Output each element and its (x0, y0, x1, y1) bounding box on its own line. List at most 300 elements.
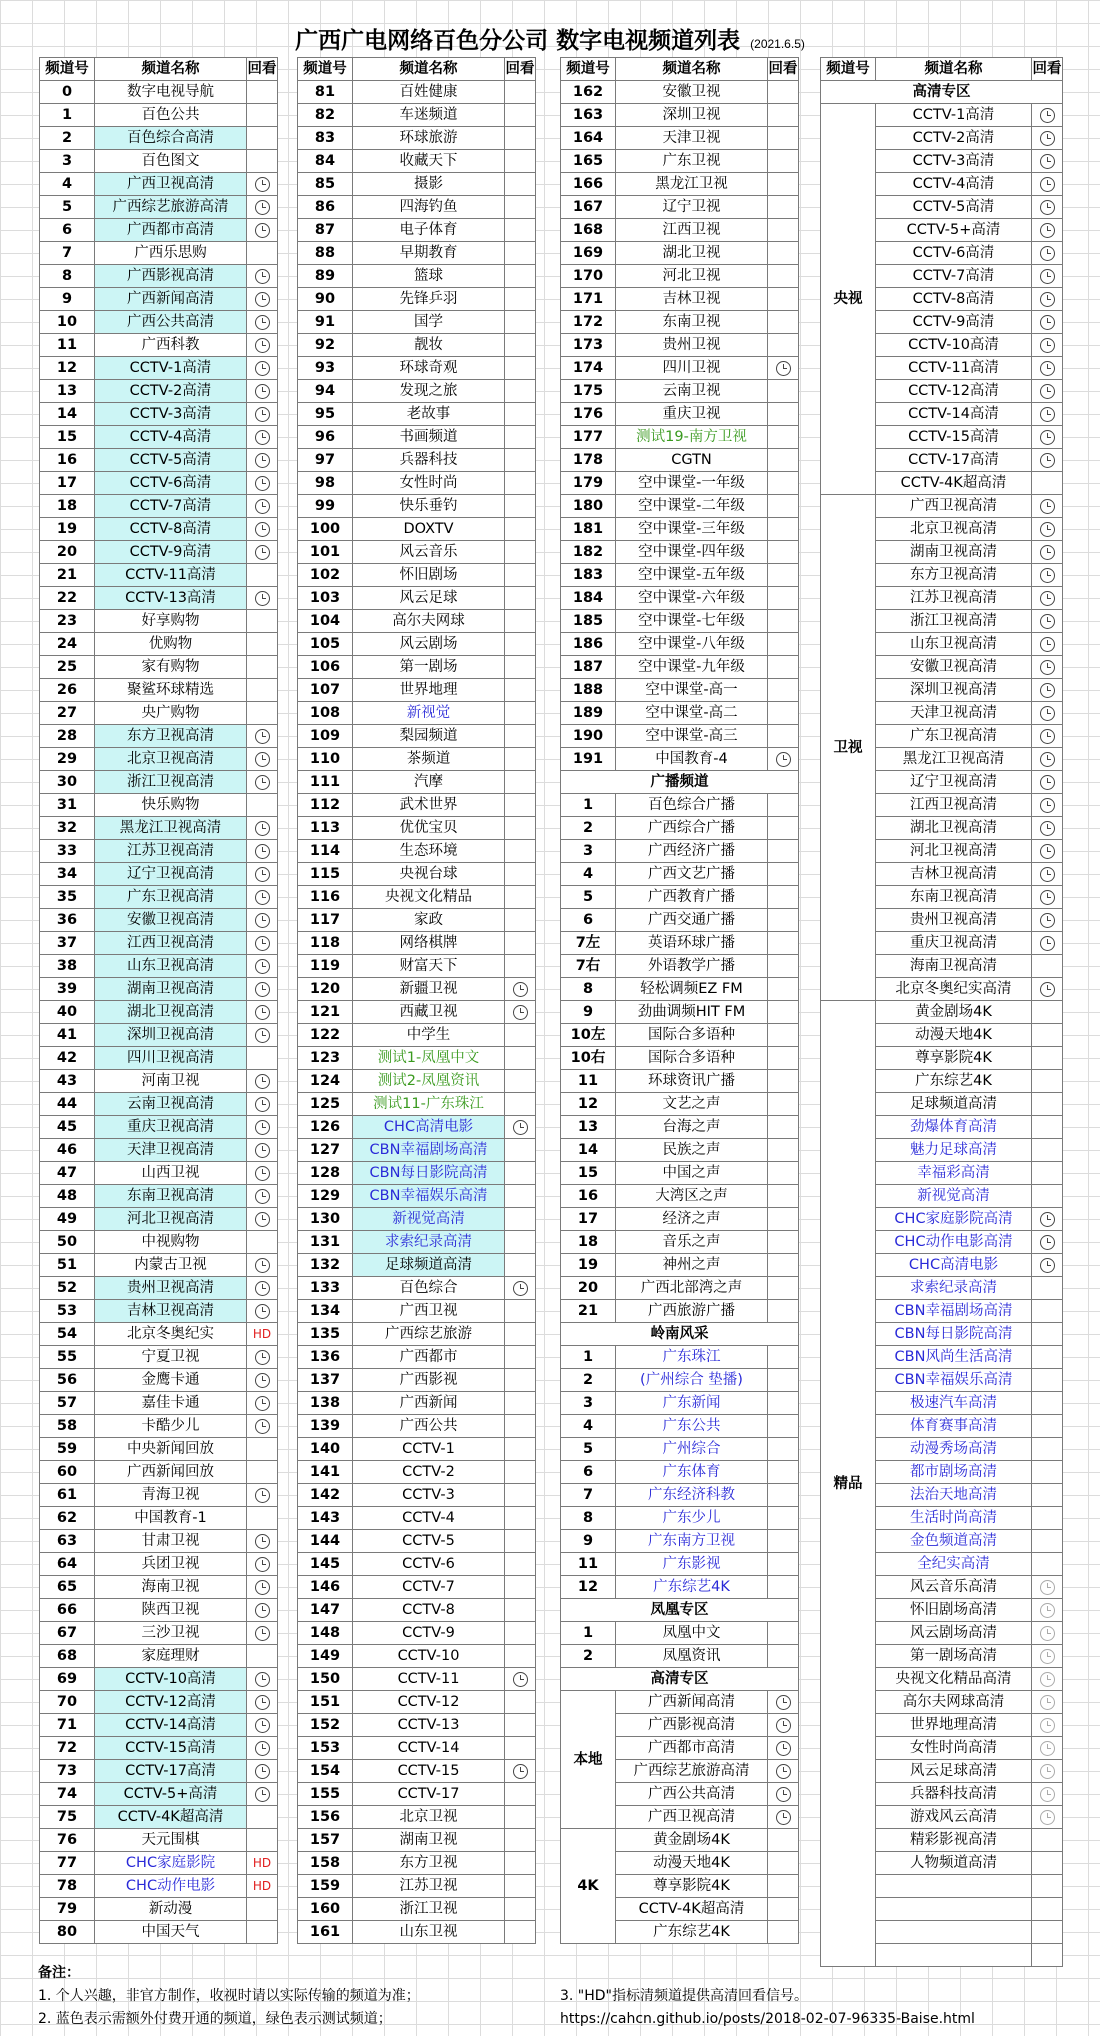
replay-clock-icon (1040, 223, 1055, 238)
channel-number: 1 (40, 104, 95, 127)
source-url[interactable]: https://cahcn.github.io/posts/2018-02-07-96335-Baise.html (560, 2011, 975, 2027)
replay-cell (505, 702, 536, 725)
replay-cell (1032, 794, 1063, 817)
channel-row (40, 1162, 278, 1185)
channel-number: 101 (298, 541, 353, 564)
channel-number: 110 (298, 748, 353, 771)
channel-name: 动漫天地4K (616, 1852, 768, 1875)
replay-clock-icon (255, 1626, 270, 1641)
channel-number: 131 (298, 1231, 353, 1254)
channel-row (298, 1208, 536, 1231)
replay-cell (768, 449, 799, 472)
channel-number: 170 (561, 265, 616, 288)
channel-row (298, 1737, 536, 1760)
channel-row (40, 886, 278, 909)
section-title: 高清专区 (821, 81, 1063, 104)
channel-name: CCTV-1高清 (95, 357, 247, 380)
replay-cell (768, 633, 799, 656)
channel-row (561, 403, 799, 426)
replay-cell (1032, 886, 1063, 909)
channel-row (561, 334, 799, 357)
channel-row (40, 1507, 278, 1530)
channel-row (561, 633, 799, 656)
replay-clock-icon (255, 269, 270, 284)
replay-cell (768, 1553, 799, 1576)
replay-clock-icon (1040, 1695, 1055, 1710)
channel-row (40, 794, 278, 817)
replay-cell (768, 610, 799, 633)
replay-cell (505, 817, 536, 840)
channel-number: 42 (40, 1047, 95, 1070)
channel-row (298, 1783, 536, 1806)
replay-cell (247, 1047, 278, 1070)
channel-name: 吉林卫视高清 (876, 863, 1032, 886)
channel-name: 广东体育 (616, 1461, 768, 1484)
channel-row (561, 1162, 799, 1185)
replay-cell (247, 702, 278, 725)
replay-cell (505, 1806, 536, 1829)
channel-number: 174 (561, 357, 616, 380)
channel-name: 广西旅游广播 (616, 1300, 768, 1323)
channel-name: 家有购物 (95, 656, 247, 679)
replay-clock-icon (513, 1764, 528, 1779)
replay-cell (505, 1024, 536, 1047)
channel-row (40, 1461, 278, 1484)
replay-cell (505, 1898, 536, 1921)
channel-name: 人物频道高清 (876, 1852, 1032, 1875)
channel-number: 107 (298, 679, 353, 702)
channel-number: 100 (298, 518, 353, 541)
channel-row (298, 541, 536, 564)
channel-row (561, 518, 799, 541)
replay-cell (247, 1898, 278, 1921)
channel-row (298, 127, 536, 150)
channel-row (40, 1070, 278, 1093)
channel-name: 北京卫视高清 (95, 748, 247, 771)
replay-cell (247, 357, 278, 380)
replay-clock-icon (255, 867, 270, 882)
channel-row (561, 1001, 799, 1024)
channel-name: 生活时尚高清 (876, 1507, 1032, 1530)
channel-number: 167 (561, 196, 616, 219)
channel-name: 梨园频道 (353, 725, 505, 748)
channel-row (298, 219, 536, 242)
replay-cell (505, 679, 536, 702)
channel-number: 14 (40, 403, 95, 426)
channel-number: 76 (40, 1829, 95, 1852)
replay-cell (247, 794, 278, 817)
replay-cell (505, 81, 536, 104)
replay-cell (768, 679, 799, 702)
replay-cell (768, 1806, 799, 1829)
channel-row (40, 518, 278, 541)
replay-clock-icon (255, 1603, 270, 1618)
channel-name: 书画频道 (353, 426, 505, 449)
replay-cell (1032, 1760, 1063, 1783)
channel-number: 103 (298, 587, 353, 610)
replay-cell (247, 288, 278, 311)
channel-number: 105 (298, 633, 353, 656)
channel-name: 广西卫视高清 (876, 495, 1032, 518)
channel-number: 10右 (561, 1047, 616, 1070)
channel-name: 东南卫视高清 (95, 1185, 247, 1208)
replay-cell (247, 633, 278, 656)
replay-cell (1032, 1415, 1063, 1438)
replay-cell (505, 1415, 536, 1438)
channel-row (561, 196, 799, 219)
channel-row (40, 1415, 278, 1438)
channel-name: 浙江卫视 (353, 1898, 505, 1921)
channel-number: 189 (561, 702, 616, 725)
channel-number: 161 (298, 1921, 353, 1944)
channel-number: 2 (561, 1645, 616, 1668)
replay-cell (768, 104, 799, 127)
channel-name: CHC高清电影 (353, 1116, 505, 1139)
replay-cell (247, 1208, 278, 1231)
replay-cell (768, 1070, 799, 1093)
replay-cell (1032, 541, 1063, 564)
channel-name: CCTV-5高清 (95, 449, 247, 472)
channel-name: 世界地理 (353, 679, 505, 702)
channel-name: 宁夏卫视 (95, 1346, 247, 1369)
channel-row (561, 219, 799, 242)
replay-cell (1032, 748, 1063, 771)
channel-row (40, 1438, 278, 1461)
replay-cell (768, 403, 799, 426)
replay-cell (1032, 1599, 1063, 1622)
replay-cell (505, 1231, 536, 1254)
channel-name: 怀旧剧场 (353, 564, 505, 587)
channel-row (298, 426, 536, 449)
channel-name: 摄影 (353, 173, 505, 196)
channel-name: 优优宝贝 (353, 817, 505, 840)
channel-row (298, 794, 536, 817)
replay-clock-icon (1040, 1810, 1055, 1825)
replay-clock-icon (1040, 453, 1055, 468)
channel-number: 119 (298, 955, 353, 978)
replay-cell (1032, 1277, 1063, 1300)
channel-name: 贵州卫视高清 (876, 909, 1032, 932)
channel-name: CCTV-3高清 (95, 403, 247, 426)
replay-clock-icon (255, 292, 270, 307)
replay-cell (505, 1208, 536, 1231)
channel-row (40, 334, 278, 357)
channel-name: 广西科教 (95, 334, 247, 357)
channel-number: 19 (40, 518, 95, 541)
replay-clock-icon (513, 1672, 528, 1687)
channel-name: CCTV-15 (353, 1760, 505, 1783)
channel-number: 154 (298, 1760, 353, 1783)
replay-cell (768, 1024, 799, 1047)
replay-cell (505, 357, 536, 380)
replay-cell (505, 610, 536, 633)
channel-number: 85 (298, 173, 353, 196)
replay-cell (505, 1162, 536, 1185)
channel-row (298, 725, 536, 748)
replay-clock-icon (1040, 430, 1055, 445)
channel-name: 精彩影视高清 (876, 1829, 1032, 1852)
channel-row (561, 840, 799, 863)
replay-cell (768, 196, 799, 219)
channel-row (561, 1254, 799, 1277)
channel-name: 山东卫视高清 (95, 955, 247, 978)
channel-number: 92 (298, 334, 353, 357)
replay-clock-icon (255, 476, 270, 491)
channel-name: 浙江卫视高清 (95, 771, 247, 794)
channel-name: 黄金剧场4K (876, 1001, 1032, 1024)
channel-number: 179 (561, 472, 616, 495)
channel-name: 金色频道高清 (876, 1530, 1032, 1553)
channel-name (876, 1898, 1032, 1921)
replay-clock-icon (255, 430, 270, 445)
channel-number: 62 (40, 1507, 95, 1530)
replay-cell (505, 426, 536, 449)
replay-cell (505, 725, 536, 748)
replay-clock-icon (1040, 614, 1055, 629)
replay-cell (505, 955, 536, 978)
replay-cell (1032, 1001, 1063, 1024)
replay-cell (505, 242, 536, 265)
channel-row (40, 702, 278, 725)
channel-row (561, 311, 799, 334)
channel-number: 89 (298, 265, 353, 288)
replay-cell (1032, 472, 1063, 495)
channel-name: CCTV-14高清 (876, 403, 1032, 426)
replay-cell (505, 656, 536, 679)
channel-row (40, 449, 278, 472)
replay-cell (505, 265, 536, 288)
channel-name: CCTV-9高清 (95, 541, 247, 564)
replay-cell (1032, 357, 1063, 380)
channel-number: 155 (298, 1783, 353, 1806)
channel-number: 136 (298, 1346, 353, 1369)
replay-clock-icon (255, 315, 270, 330)
replay-cell (768, 863, 799, 886)
replay-cell (1032, 265, 1063, 288)
channel-row (298, 1185, 536, 1208)
channel-row (40, 955, 278, 978)
replay-clock-icon (255, 1120, 270, 1135)
replay-cell (247, 1093, 278, 1116)
channel-number: 17 (40, 472, 95, 495)
channel-name: 天元围棋 (95, 1829, 247, 1852)
channel-number: 181 (561, 518, 616, 541)
replay-clock-icon (255, 1488, 270, 1503)
replay-cell (768, 219, 799, 242)
channel-name: 深圳卫视高清 (95, 1024, 247, 1047)
channel-name: CCTV-14高清 (95, 1714, 247, 1737)
channel-name: 安徽卫视高清 (95, 909, 247, 932)
channel-number: 64 (40, 1553, 95, 1576)
replay-clock-icon (255, 1764, 270, 1779)
channel-name: CCTV-10高清 (876, 334, 1032, 357)
replay-clock-icon (1040, 844, 1055, 859)
channel-row (40, 196, 278, 219)
channel-name: 国际合多语种 (616, 1047, 768, 1070)
replay-cell (505, 587, 536, 610)
channel-name: 聚鲨环球精选 (95, 679, 247, 702)
replay-cell (247, 196, 278, 219)
channel-name: 甘肃卫视 (95, 1530, 247, 1553)
replay-cell (247, 886, 278, 909)
channel-name: CCTV-1 (353, 1438, 505, 1461)
channel-number: 7 (40, 242, 95, 265)
replay-cell (768, 495, 799, 518)
replay-cell (768, 840, 799, 863)
channel-name: 重庆卫视高清 (95, 1116, 247, 1139)
channel-number: 30 (40, 771, 95, 794)
channel-name: 全纪实高清 (876, 1553, 1032, 1576)
channel-name: 女性时尚高清 (876, 1737, 1032, 1760)
channel-number: 125 (298, 1093, 353, 1116)
replay-cell (768, 932, 799, 955)
channel-row (40, 219, 278, 242)
replay-cell (1032, 334, 1063, 357)
channel-row (298, 955, 536, 978)
channel-number: 146 (298, 1576, 353, 1599)
replay-cell (1032, 1921, 1063, 1944)
replay-cell (1032, 311, 1063, 334)
replay-clock-icon (1040, 982, 1055, 997)
replay-cell (247, 1852, 278, 1875)
channel-row (298, 1300, 536, 1323)
channel-name: 山东卫视 (353, 1921, 505, 1944)
replay-cell (247, 1001, 278, 1024)
replay-cell (247, 81, 278, 104)
channel-number: 9 (561, 1530, 616, 1553)
replay-clock-icon (1040, 545, 1055, 560)
channel-name: CCTV-13高清 (95, 587, 247, 610)
channel-number: 79 (40, 1898, 95, 1921)
header-row (298, 58, 536, 81)
channel-number: 61 (40, 1484, 95, 1507)
channel-name: 早期教育 (353, 242, 505, 265)
channel-name: 广西文艺广播 (616, 863, 768, 886)
channel-name: 云南卫视 (616, 380, 768, 403)
replay-clock-icon (255, 384, 270, 399)
replay-cell (247, 449, 278, 472)
channel-name: 测试1-凤凰中文 (353, 1047, 505, 1070)
replay-cell (1032, 587, 1063, 610)
replay-cell (768, 1093, 799, 1116)
channel-name: 四海钓鱼 (353, 196, 505, 219)
channel-number: 45 (40, 1116, 95, 1139)
channel-name: 四川卫视高清 (95, 1047, 247, 1070)
replay-clock-icon (255, 1580, 270, 1595)
channel-row (40, 1093, 278, 1116)
replay-cell (247, 909, 278, 932)
channel-number: 80 (40, 1921, 95, 1944)
channel-row (298, 1116, 536, 1139)
replay-clock-icon (1040, 292, 1055, 307)
channel-number: 152 (298, 1714, 353, 1737)
channel-number: 93 (298, 357, 353, 380)
replay-cell (768, 265, 799, 288)
channel-row (40, 1116, 278, 1139)
replay-cell (768, 1415, 799, 1438)
channel-row (40, 1921, 278, 1944)
replay-clock-icon (1040, 568, 1055, 583)
replay-cell (505, 150, 536, 173)
channel-name: 第一剧场 (353, 656, 505, 679)
channel-name: 幸福彩高清 (876, 1162, 1032, 1185)
channel-name: CCTV-8高清 (95, 518, 247, 541)
channel-row (298, 771, 536, 794)
channel-row (298, 1668, 536, 1691)
channel-number: 44 (40, 1093, 95, 1116)
replay-clock-icon (255, 1304, 270, 1319)
replay-cell (1032, 840, 1063, 863)
channel-number: 1 (561, 1346, 616, 1369)
replay-cell (1032, 1116, 1063, 1139)
channel-number: 158 (298, 1852, 353, 1875)
replay-cell (1032, 1507, 1063, 1530)
replay-cell (1032, 863, 1063, 886)
replay-cell (247, 1231, 278, 1254)
channel-name: 四川卫视 (616, 357, 768, 380)
channel-name: 经济之声 (616, 1208, 768, 1231)
channel-name: 西藏卫视 (353, 1001, 505, 1024)
replay-cell (247, 472, 278, 495)
channel-row (40, 633, 278, 656)
channel-number: 83 (298, 127, 353, 150)
channel-name: CBN每日影院高清 (876, 1323, 1032, 1346)
channel-number: 82 (298, 104, 353, 127)
channel-name: 测试2-凤凰资讯 (353, 1070, 505, 1093)
replay-cell (505, 1829, 536, 1852)
replay-cell (768, 587, 799, 610)
replay-clock-icon (776, 1741, 791, 1756)
replay-cell (505, 1047, 536, 1070)
channel-row (298, 1438, 536, 1461)
channel-number: 23 (40, 610, 95, 633)
channel-number: 14 (561, 1139, 616, 1162)
channel-name: CBN风尚生活高清 (876, 1346, 1032, 1369)
channel-name: CCTV-3 (353, 1484, 505, 1507)
channel-number: 4 (40, 173, 95, 196)
channel-name: 游戏风云高清 (876, 1806, 1032, 1829)
channel-number: 19 (561, 1254, 616, 1277)
replay-clock-icon (1040, 1235, 1055, 1250)
channel-row (298, 1875, 536, 1898)
channel-number: 129 (298, 1185, 353, 1208)
channel-name: 中国天气 (95, 1921, 247, 1944)
channel-name: 新视觉 (353, 702, 505, 725)
channel-name: 浙江卫视高清 (876, 610, 1032, 633)
channel-number: 7左 (561, 932, 616, 955)
replay-cell (1032, 771, 1063, 794)
channel-row (561, 81, 799, 104)
replay-clock-icon (1040, 384, 1055, 399)
replay-cell (768, 564, 799, 587)
channel-number: 40 (40, 1001, 95, 1024)
channel-name: CCTV-11高清 (95, 564, 247, 587)
replay-clock-icon (1040, 683, 1055, 698)
channel-number: 5 (561, 1438, 616, 1461)
header-replay: 回看 (505, 58, 536, 81)
channel-number: 17 (561, 1208, 616, 1231)
channel-name: CCTV-13 (353, 1714, 505, 1737)
channel-row (561, 449, 799, 472)
channel-name: 空中课堂-五年级 (616, 564, 768, 587)
channel-name: 广西公共 (353, 1415, 505, 1438)
replay-cell (1032, 1944, 1063, 1967)
replay-clock-icon (255, 1166, 270, 1181)
replay-cell (505, 1576, 536, 1599)
channel-number: 15 (561, 1162, 616, 1185)
replay-cell (1032, 1714, 1063, 1737)
header-name: 频道名称 (95, 58, 247, 81)
